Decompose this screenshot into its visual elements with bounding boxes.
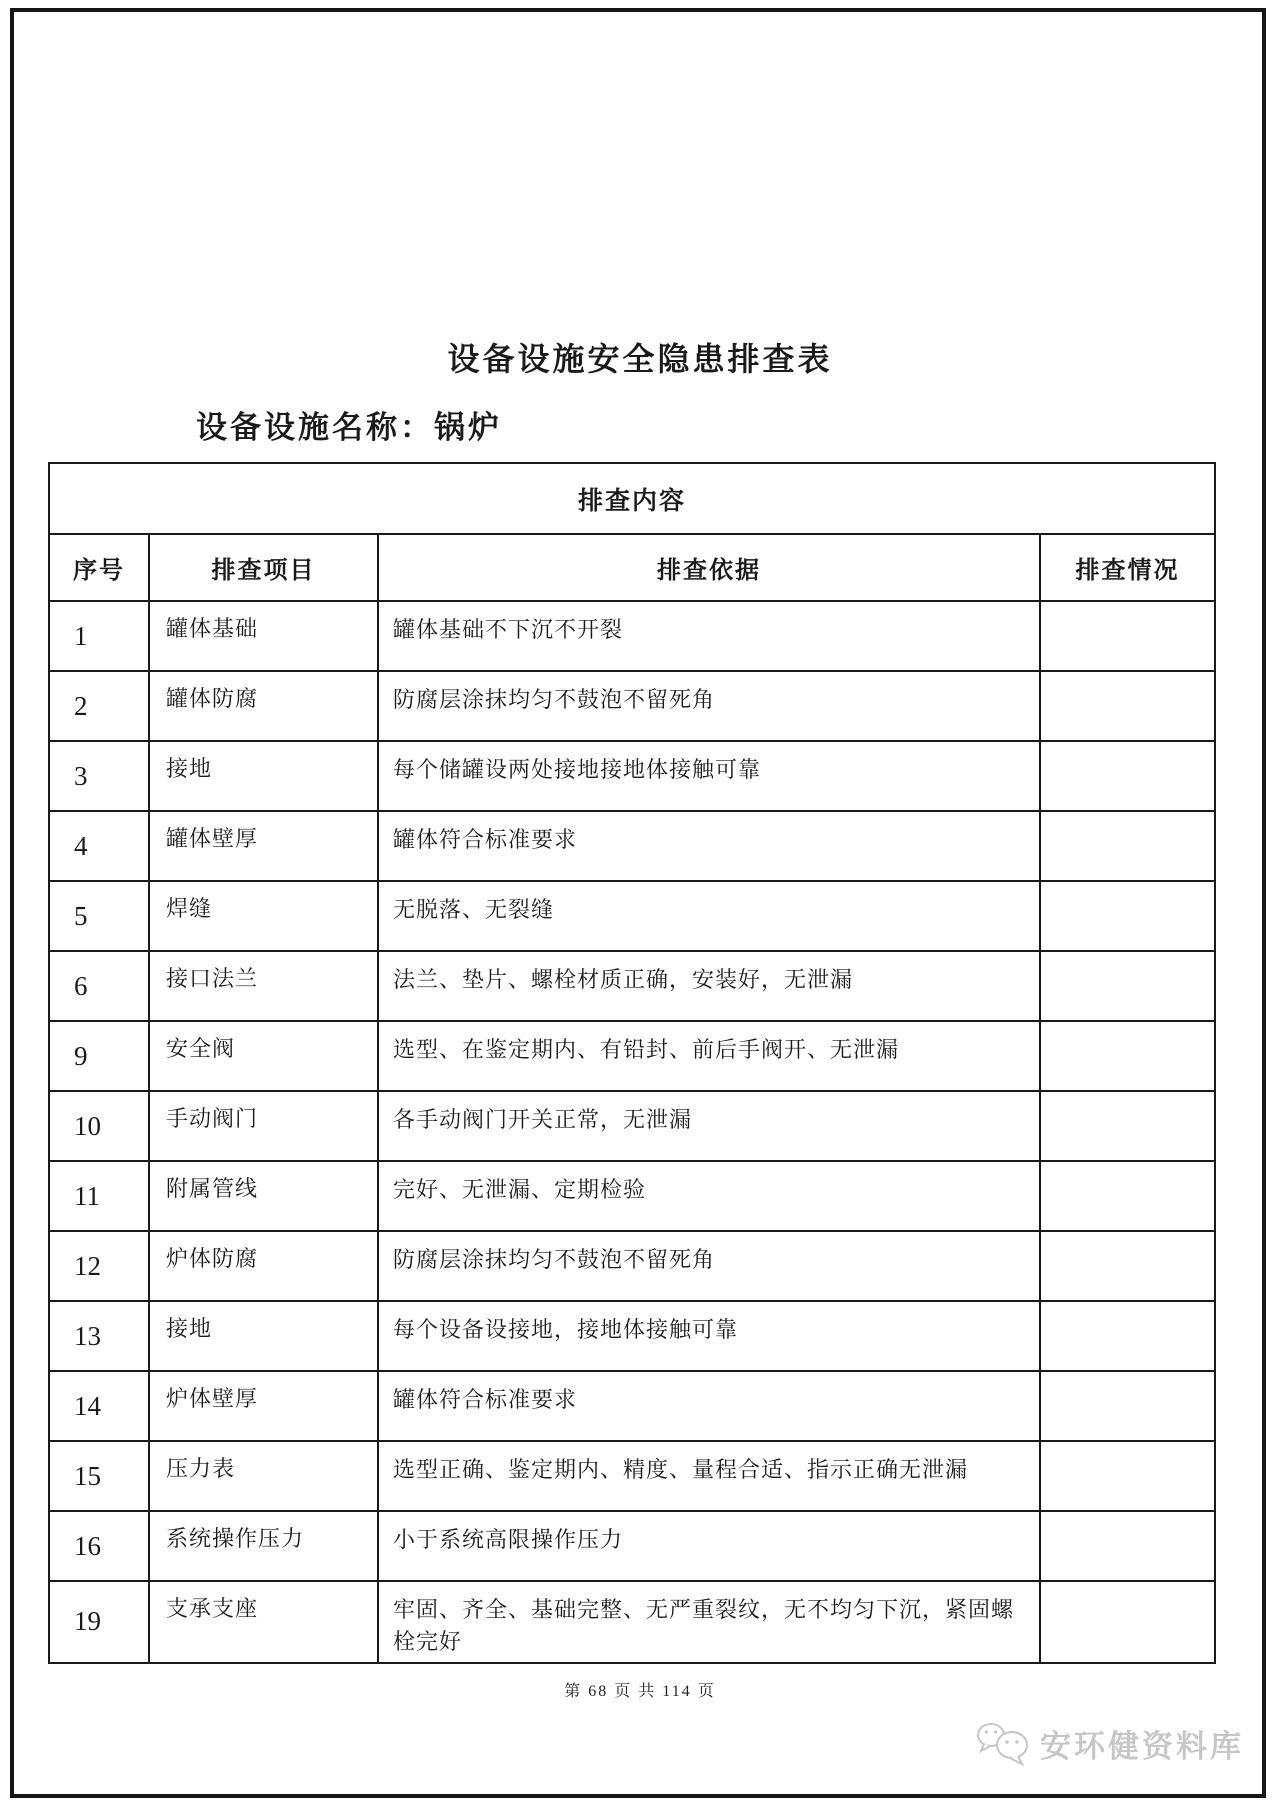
row-number-cell: 1 bbox=[49, 601, 149, 671]
row-number-cell: 15 bbox=[49, 1441, 149, 1511]
status-cell bbox=[1040, 1371, 1215, 1441]
table-row bbox=[49, 601, 1215, 671]
equipment-name-line: 设备设施名称：锅炉 bbox=[196, 410, 502, 445]
item-cell: 支承支座 bbox=[149, 1581, 378, 1663]
inspection-table bbox=[48, 462, 1216, 1664]
table-row bbox=[49, 1161, 1215, 1231]
status-cell bbox=[1040, 1161, 1215, 1231]
page-number: 第 68 页 共 114 页 bbox=[564, 1683, 716, 1700]
item-cell: 炉体壁厚 bbox=[149, 1371, 378, 1441]
status-cell bbox=[1040, 811, 1215, 881]
table-row bbox=[49, 881, 1215, 951]
item-cell: 压力表 bbox=[149, 1441, 378, 1511]
watermark bbox=[976, 1720, 1244, 1766]
basis-cell: 罐体基础不下沉不开裂 bbox=[378, 601, 1040, 671]
status-cell bbox=[1040, 741, 1215, 811]
row-number-cell: 19 bbox=[49, 1581, 149, 1663]
col-header-no: 序号 bbox=[49, 534, 149, 601]
row-number-cell: 5 bbox=[49, 881, 149, 951]
row-number-cell: 12 bbox=[49, 1231, 149, 1301]
basis-cell: 选型、在鉴定期内、有铅封、前后手阀开、无泄漏 bbox=[378, 1021, 1040, 1091]
item-cell: 手动阀门 bbox=[149, 1091, 378, 1161]
table-row bbox=[49, 671, 1215, 741]
table-row bbox=[49, 1301, 1215, 1371]
row-number-cell: 13 bbox=[49, 1301, 149, 1371]
row-number-cell: 6 bbox=[49, 951, 149, 1021]
table-row bbox=[49, 1231, 1215, 1301]
item-cell: 接口法兰 bbox=[149, 951, 378, 1021]
table-row bbox=[49, 811, 1215, 881]
status-cell bbox=[1040, 1441, 1215, 1511]
item-cell: 接地 bbox=[149, 1301, 378, 1371]
row-number-cell: 3 bbox=[49, 741, 149, 811]
wechat-bubbles-icon bbox=[976, 1720, 1032, 1766]
basis-cell: 每个设备设接地，接地体接触可靠 bbox=[378, 1301, 1040, 1371]
table-row bbox=[49, 1021, 1215, 1091]
col-header-item: 排查项目 bbox=[149, 534, 378, 601]
basis-cell: 小于系统高限操作压力 bbox=[378, 1511, 1040, 1581]
status-cell bbox=[1040, 671, 1215, 741]
table-body bbox=[49, 601, 1215, 1663]
table-row bbox=[49, 1371, 1215, 1441]
status-cell bbox=[1040, 1091, 1215, 1161]
basis-cell: 选型正确、鉴定期内、精度、量程合适、指示正确无泄漏 bbox=[378, 1441, 1040, 1511]
row-number-cell: 10 bbox=[49, 1091, 149, 1161]
table-row bbox=[49, 1441, 1215, 1511]
basis-cell: 防腐层涂抹均匀不鼓泡不留死角 bbox=[378, 671, 1040, 741]
basis-cell: 罐体符合标准要求 bbox=[378, 811, 1040, 881]
item-cell: 罐体壁厚 bbox=[149, 811, 378, 881]
status-cell bbox=[1040, 601, 1215, 671]
item-cell: 罐体基础 bbox=[149, 601, 378, 671]
basis-cell: 法兰、垫片、螺栓材质正确，安装好，无泄漏 bbox=[378, 951, 1040, 1021]
basis-cell: 各手动阀门开关正常，无泄漏 bbox=[378, 1091, 1040, 1161]
doc-title: 设备设施安全隐患排查表 bbox=[447, 341, 833, 377]
item-cell: 系统操作压力 bbox=[149, 1511, 378, 1581]
row-number-cell: 11 bbox=[49, 1161, 149, 1231]
status-cell bbox=[1040, 1301, 1215, 1371]
item-cell: 焊缝 bbox=[149, 881, 378, 951]
table-section-header: 排查内容 bbox=[49, 463, 1215, 534]
basis-cell: 罐体符合标准要求 bbox=[378, 1371, 1040, 1441]
status-cell bbox=[1040, 1231, 1215, 1301]
row-number-cell: 2 bbox=[49, 671, 149, 741]
basis-cell: 防腐层涂抹均匀不鼓泡不留死角 bbox=[378, 1231, 1040, 1301]
item-cell: 附属管线 bbox=[149, 1161, 378, 1231]
row-number-cell: 16 bbox=[49, 1511, 149, 1581]
col-header-status: 排查情况 bbox=[1040, 534, 1215, 601]
item-cell: 罐体防腐 bbox=[149, 671, 378, 741]
column-header-row bbox=[49, 534, 1215, 601]
table-row bbox=[49, 1581, 1215, 1663]
section-header-row bbox=[49, 463, 1215, 534]
basis-cell: 牢固、齐全、基础完整、无严重裂纹，无不均匀下沉，紧固螺栓完好 bbox=[378, 1581, 1040, 1663]
item-cell: 炉体防腐 bbox=[149, 1231, 378, 1301]
table-row bbox=[49, 1511, 1215, 1581]
basis-cell: 每个储罐设两处接地接地体接触可靠 bbox=[378, 741, 1040, 811]
row-number-cell: 9 bbox=[49, 1021, 149, 1091]
status-cell bbox=[1040, 881, 1215, 951]
row-number-cell: 14 bbox=[49, 1371, 149, 1441]
table-row bbox=[49, 741, 1215, 811]
table-row bbox=[49, 951, 1215, 1021]
basis-cell: 无脱落、无裂缝 bbox=[378, 881, 1040, 951]
status-cell bbox=[1040, 1581, 1215, 1663]
item-cell: 安全阀 bbox=[149, 1021, 378, 1091]
col-header-basis: 排查依据 bbox=[378, 534, 1040, 601]
table-row bbox=[49, 1091, 1215, 1161]
status-cell bbox=[1040, 1021, 1215, 1091]
basis-cell: 完好、无泄漏、定期检验 bbox=[378, 1161, 1040, 1231]
row-number-cell: 4 bbox=[49, 811, 149, 881]
status-cell bbox=[1040, 951, 1215, 1021]
status-cell bbox=[1040, 1511, 1215, 1581]
watermark-text: 安环健资料库 bbox=[1040, 1728, 1244, 1764]
item-cell: 接地 bbox=[149, 741, 378, 811]
